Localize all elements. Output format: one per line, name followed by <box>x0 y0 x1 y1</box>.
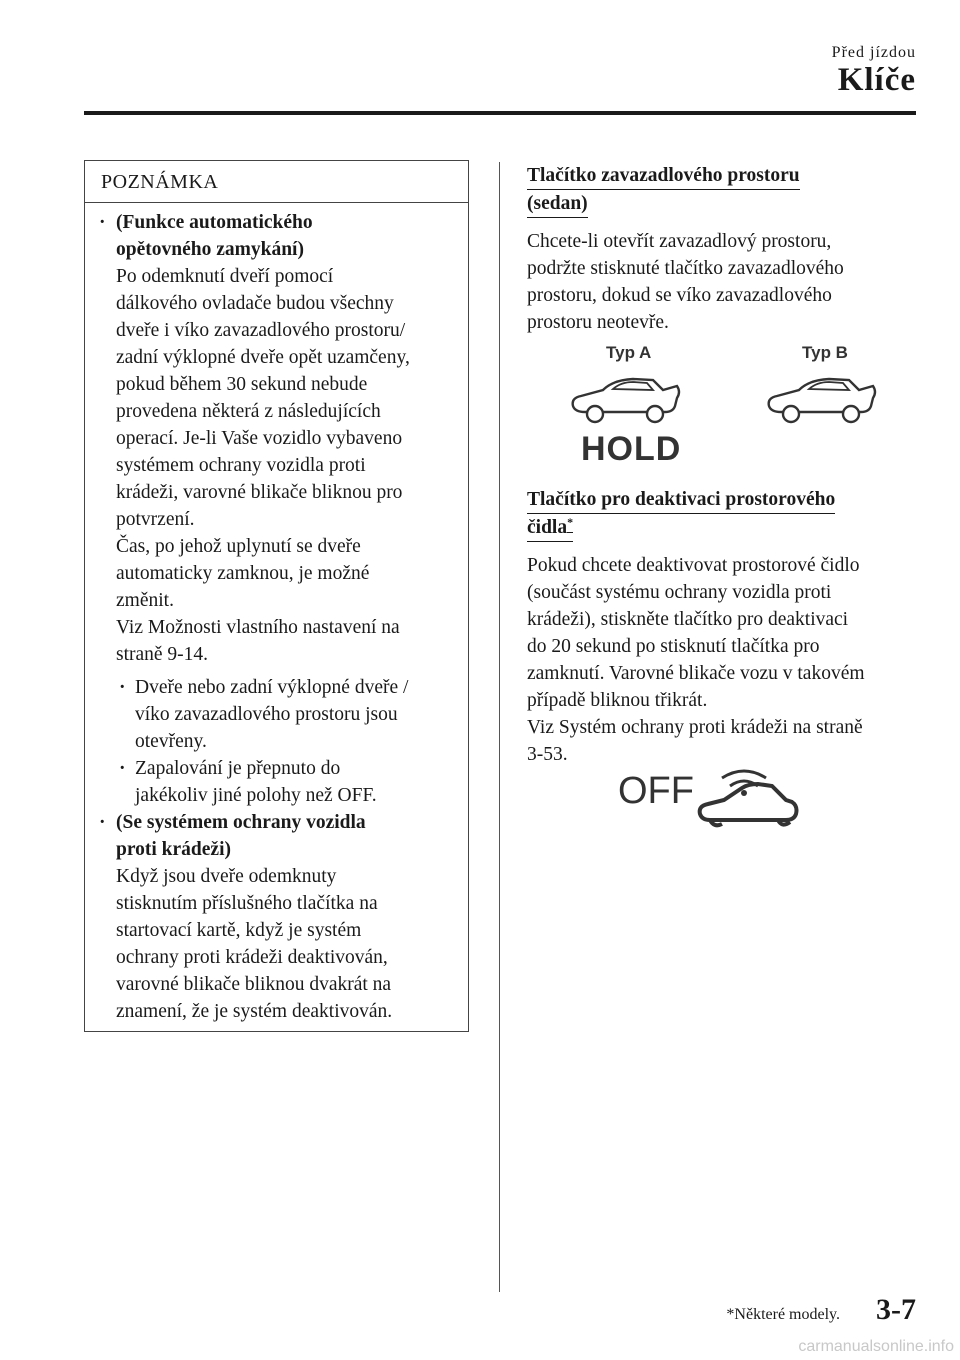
text-line: dálkového ovladače budou všechny <box>116 293 394 314</box>
text-line: potvrzení. <box>116 509 195 530</box>
note-item-auto-relock <box>97 209 458 668</box>
text-line: provedena některá z následujících <box>116 401 381 422</box>
section-title: Klíče <box>837 62 916 98</box>
text-line: Když jsou dveře odemknuty <box>116 866 337 887</box>
sensor-button-heading <box>527 486 927 542</box>
car-trunk-open-icon <box>567 372 687 432</box>
note-title: POZNÁMKA <box>101 171 219 193</box>
text-line: dveře i víko zavazadlového prostoru/ <box>116 320 406 341</box>
note-item-title: proti krádeži) <box>116 839 232 860</box>
heading-line: Tlačítko zavazadlového prostoru <box>527 165 800 190</box>
note-body <box>97 209 458 1025</box>
type-b-label: Typ B <box>802 343 848 362</box>
text-line: · Zapalování je přepnuto do <box>135 758 341 779</box>
text-line: varovné blikače bliknou dvakrát na <box>116 974 392 995</box>
text-line: · Dveře nebo zadní výklopné dveře / <box>135 677 409 698</box>
heading-line: čidla <box>527 517 567 542</box>
note-box <box>84 160 469 1032</box>
note-subitem-ignition <box>97 755 458 809</box>
heading-line: Tlačítko pro deaktivaci prostorového <box>527 489 835 514</box>
text-line: krádeži), stiskněte tlačítko pro deaktivaci <box>527 609 849 630</box>
hold-label: HOLD <box>581 430 682 468</box>
text-line: straně 9-14. <box>116 644 209 665</box>
text-line: ochrany proti krádeži deaktivován, <box>116 947 388 968</box>
car-intrusion-sensor-icon <box>692 766 804 840</box>
text-line: operací. Je-li Vaše vozidlo vybaveno <box>116 428 403 449</box>
note-title-rule <box>85 202 468 203</box>
section-subtitle: Před jízdou <box>831 44 916 61</box>
header-rule <box>84 111 916 115</box>
text-line: stisknutím příslušného tlačítka na <box>116 893 378 914</box>
page-number: 3-7 <box>876 1293 916 1326</box>
text-line: Viz Možnosti vlastního nastavení na <box>116 617 400 638</box>
text-line: zamknutí. Varovné blikače vozu v takovém <box>527 663 865 684</box>
text-line: 3-53. <box>527 744 568 765</box>
off-label: OFF <box>618 770 694 812</box>
text-line: znamení, že je systém deaktivován. <box>116 1001 393 1022</box>
note-subitem-doors-open <box>97 674 458 755</box>
text-line: prostoru, dokud se víko zavazadlového <box>527 285 832 306</box>
type-a-label: Typ A <box>606 343 652 362</box>
text-line: Čas, po jehož uplynutí se dveře <box>116 536 361 557</box>
watermark: carmanualsonline.info <box>798 1338 954 1355</box>
text-line: otevřeny. <box>135 731 207 752</box>
text-line: Chcete-li otevřít zavazadlový prostoru, <box>527 231 832 252</box>
text-line: do 20 sekund po stisknutí tlačítka pro <box>527 636 820 657</box>
right-column <box>527 162 927 768</box>
column-divider <box>499 162 500 1292</box>
text-line: (součást systému ochrany vozidla proti <box>527 582 832 603</box>
trunk-button-figures <box>527 336 927 486</box>
asterisk-mark: * <box>567 515 573 533</box>
trunk-paragraph <box>527 228 927 336</box>
text-line: případě bliknou třikrát. <box>527 690 708 711</box>
sensor-paragraph <box>527 552 927 768</box>
text-line: změnit. <box>116 590 174 611</box>
text-line: podržte stisknuté tlačítko zavazadlového <box>527 258 844 279</box>
text-line: Pokud chcete deaktivovat prostorové čidlo <box>527 555 860 576</box>
text-line: jakékoliv jiné polohy než OFF. <box>135 785 377 806</box>
note-item-title: · (Funkce automatického <box>116 212 313 233</box>
note-item-anti-theft <box>97 809 458 1025</box>
text-line: zadní výklopné dveře opět uzamčeny, <box>116 347 410 368</box>
text-line: systémem ochrany vozidla proti <box>116 455 366 476</box>
footnote: *Některé modely. <box>726 1306 840 1323</box>
trunk-button-heading <box>527 162 927 218</box>
text-line: pokud během 30 sekund nebude <box>116 374 368 395</box>
text-line: krádeži, varovné blikače bliknou pro <box>116 482 403 503</box>
text-line: víko zavazadlového prostoru jsou <box>135 704 398 725</box>
heading-line: (sedan) <box>527 193 588 218</box>
text-line: Viz Systém ochrany proti krádeži na straně <box>527 717 863 738</box>
text-line: prostoru neotevře. <box>527 312 669 333</box>
text-line: Po odemknutí dveří pomocí <box>116 266 334 287</box>
text-line: startovací kartě, když je systém <box>116 920 362 941</box>
text-line: automaticky zamknou, je možné <box>116 563 370 584</box>
note-item-title: · (Se systémem ochrany vozidla <box>116 812 366 833</box>
car-trunk-open-icon <box>763 372 883 432</box>
note-item-title: opětovného zamykání) <box>116 239 304 260</box>
